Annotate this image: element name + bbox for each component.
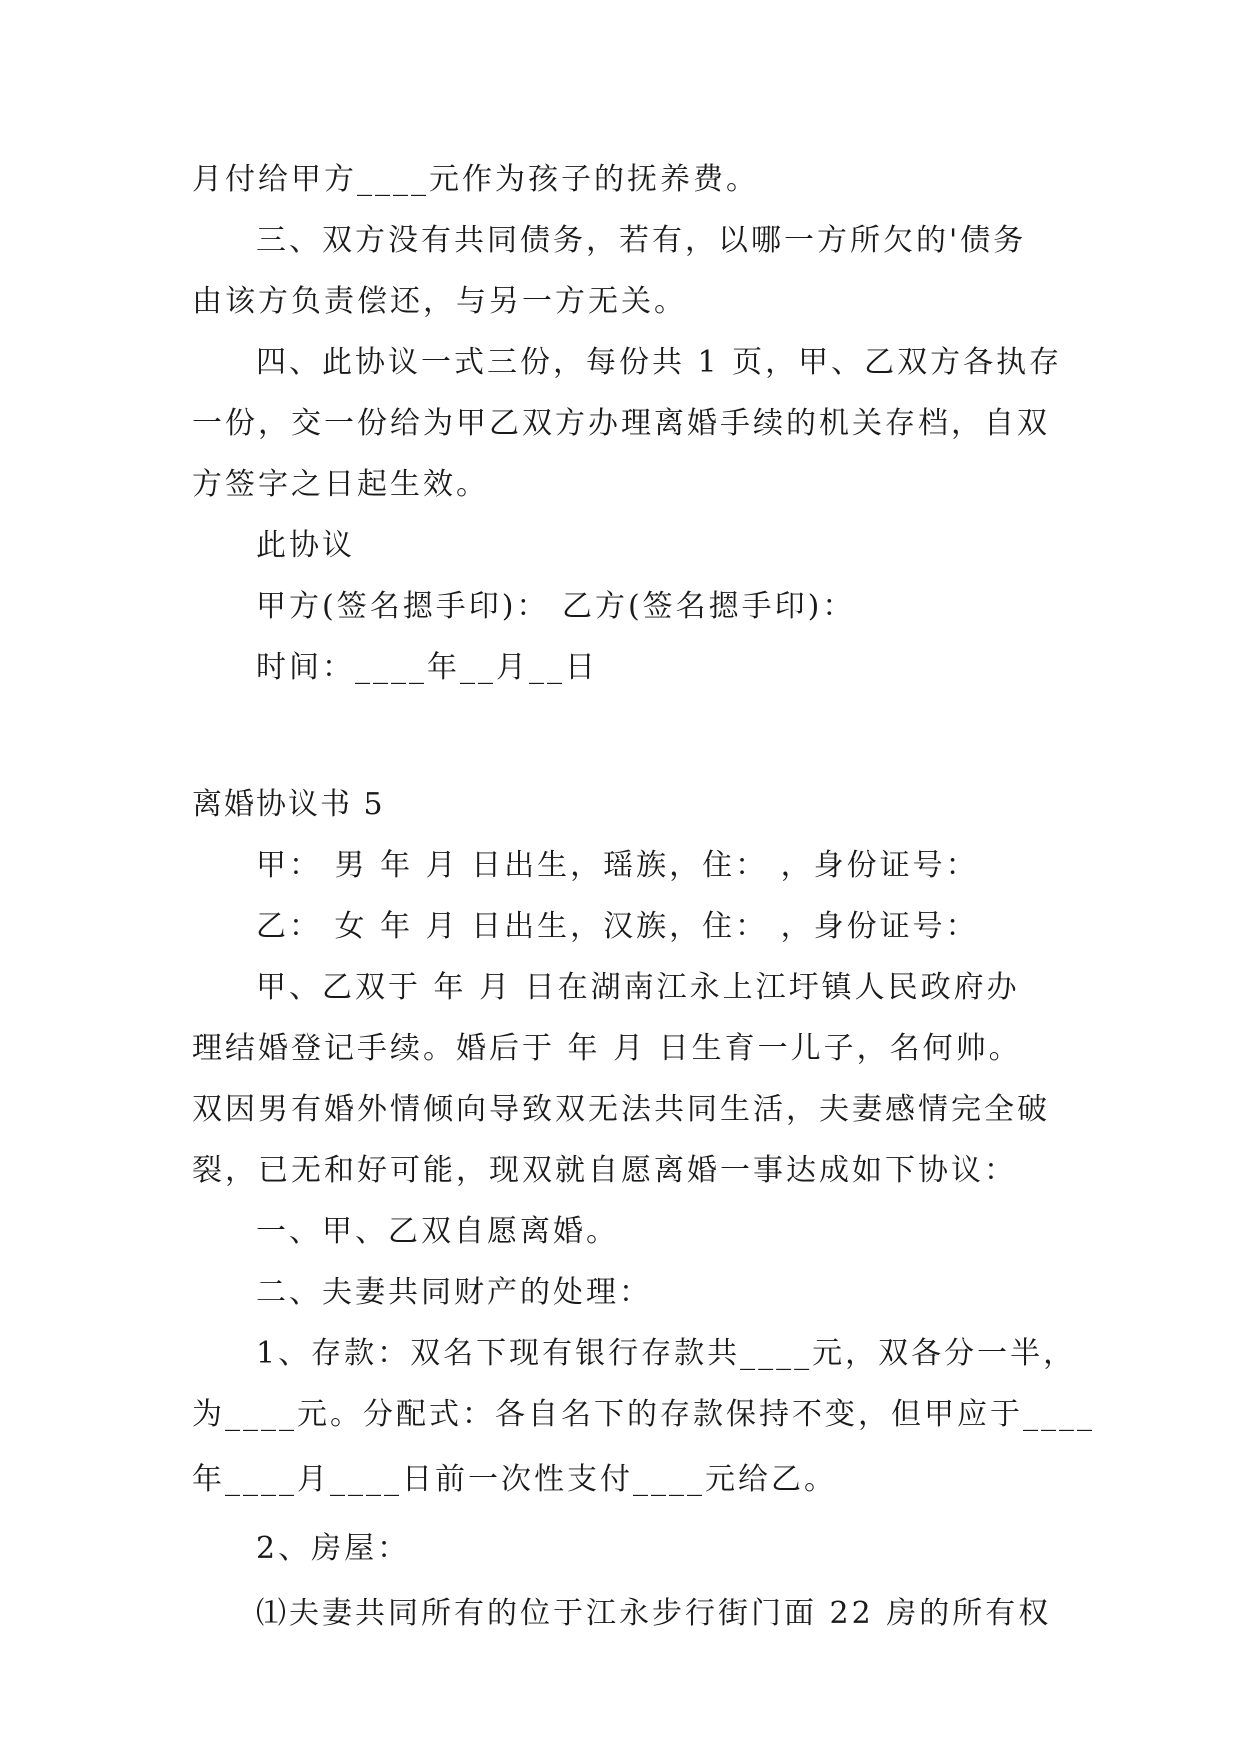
paragraph-line: 三、双方没有共同债务，若有，以哪一方所欠的'债务	[256, 223, 1027, 258]
paragraph-line: 理结婚登记手续。婚后于 年 月 日生育一儿子，名何帅。	[192, 1031, 1022, 1066]
signature-line: 甲方(签名摁手印)： 乙方(签名摁手印)：	[256, 589, 856, 624]
paragraph-line: 此协议	[256, 528, 355, 563]
date-line: 时间：____年__月__日	[256, 650, 598, 685]
paragraph-line: 为____元。分配式：各自名下的存款保持不变，但甲应于____	[192, 1397, 1095, 1432]
paragraph-line: 裂，已无和好可能，现双就自愿离婚一事达成如下协议：	[192, 1153, 1017, 1188]
paragraph-line: 月付给甲方____元作为孩子的抚养费。	[192, 162, 759, 197]
paragraph-line: 2、房屋：	[256, 1531, 411, 1566]
paragraph-line: 双因男有婚外情倾向导致双无法共同生活，夫妻感情完全破	[192, 1092, 1050, 1127]
section-gap	[192, 698, 1052, 774]
paragraph-line: 由该方负责偿还，与另一方无关。	[192, 284, 687, 319]
paragraph-line: 四、此协议一式三份，每份共 1 页，甲、乙双方各执存	[256, 345, 1063, 380]
paragraph-line: 乙： 女 年 月 日出生，汉族，住： ，身份证号：	[256, 909, 979, 944]
document-body	[192, 149, 1095, 1644]
paragraph-line: ⑴夫妻共同所有的位于江永步行街门面 22 房的所有权	[256, 1596, 1052, 1631]
paragraph-line: 甲、乙双于 年 月 日在湖南江永上江圩镇人民政府办	[256, 970, 1020, 1005]
paragraph-line: 二、夫妻共同财产的处理：	[256, 1275, 652, 1310]
paragraph-line: 方签字之日起生效。	[192, 467, 489, 502]
paragraph-line: 一份，交一份给为甲乙双方办理离婚手续的机关存档，自双	[192, 406, 1050, 441]
paragraph-line: 一、甲、乙双自愿离婚。	[256, 1214, 619, 1249]
paragraph-line: 年____月____日前一次性支付____元给乙。	[192, 1462, 837, 1497]
paragraph-line: 甲： 男 年 月 日出生，瑶族，住： ，身份证号：	[256, 848, 979, 883]
paragraph-line: 1、存款：双名下现有银行存款共____元，双各分一半，	[256, 1336, 1077, 1371]
section-title: 离婚协议书 5	[192, 787, 385, 822]
